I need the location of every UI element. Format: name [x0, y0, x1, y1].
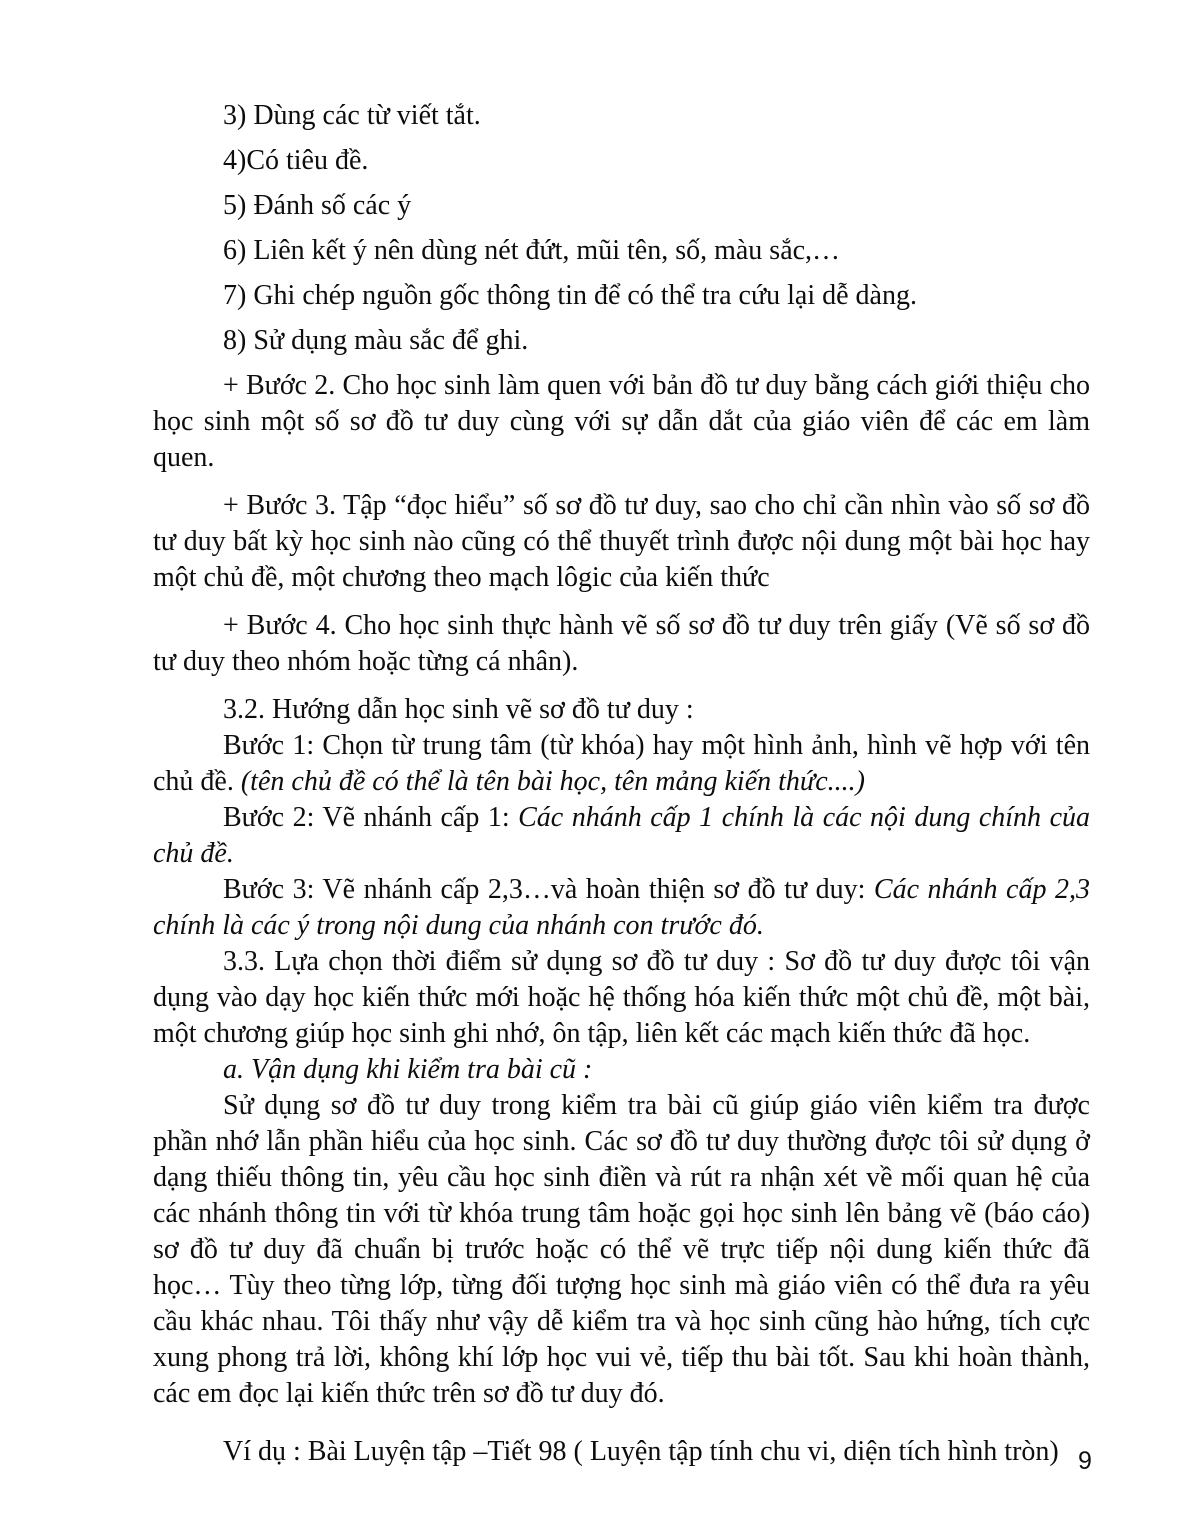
text-run-italic: (tên chủ đề có thể là tên bài học, tên mảng kiến thức....) — [240, 766, 865, 797]
text-run-italic: Các nhánh cấp 1 chính là các nội dung chính của chủ đề. — [153, 802, 1090, 869]
paragraph-list-item-6 — [153, 233, 1090, 269]
page-number: 9 — [1078, 1447, 1092, 1475]
paragraph-list-item-3 — [153, 98, 1090, 134]
text-run: 3.3. Lựa chọn thời điểm sử dụng sơ đồ tư duy : Sơ đồ tư duy được tôi vận dụng vào dạy học kiến thức mới hoặc hệ thống hóa kiến thức một chủ đề, một bài, một chương giúp học sinh ghi nhớ, ôn tập, liên kết các mạch kiến thức đã học. — [153, 946, 1090, 1049]
text-run-italic: Các nhánh cấp 2,3 chính là các ý trong nội dung của nhánh con trước đó. — [153, 874, 1091, 941]
paragraph-step-4 — [153, 608, 1090, 680]
paragraph-step-2 — [153, 368, 1090, 476]
paragraph-list-item-4 — [153, 143, 1090, 179]
text-run: 3) Dùng các từ viết tắt. — [223, 100, 481, 131]
paragraph-step-3 — [153, 488, 1090, 596]
text-run: Bước 3: Vẽ nhánh cấp 2,3…và hoàn thiện sơ đồ tư duy: — [223, 874, 874, 905]
text-run: + Bước 3. Tập “đọc hiểu” số sơ đồ tư duy, sao cho chỉ cần nhìn vào số sơ đồ tư duy bất kỳ học sinh nào cũng có thể thuyết trình được nội dung một bài học hay một chủ đề, một chương theo mạch lôgic của kiến thức — [153, 490, 1090, 593]
paragraph-step-b3 — [153, 872, 1090, 944]
text-run: + Bước 4. Cho học sinh thực hành vẽ số sơ đồ tư duy trên giấy (Vẽ số sơ đồ tư duy theo nhóm hoặc từng cá nhân). — [153, 610, 1090, 677]
text-run: 4)Có tiêu đề. — [223, 145, 369, 176]
text-run: 8) Sử dụng màu sắc để ghi. — [223, 325, 529, 356]
paragraph-list-item-8 — [153, 323, 1090, 359]
paragraph-step-b2 — [153, 800, 1090, 872]
text-run: Sử dụng sơ đồ tư duy trong kiểm tra bài cũ giúp giáo viên kiểm tra được phần nhớ lẫn phần hiểu của học sinh. Các sơ đồ tư duy thường được tôi sử dụng ở dạng thiếu thông tin, yêu cầu học sinh điền và rút ra nhận xét về mối quan hệ của các nhánh thông tin với từ khóa trung tâm hoặc gọi học sinh lên bảng vẽ (báo cáo) sơ đồ tư duy đã chuẩn bị trước hoặc có thể vẽ trực tiếp nội dung kiến thức đã học… Tùy theo từng lớp, từng đối tượng học sinh mà giáo viên có thể đưa ra yêu cầu khác nhau. Tôi thấy như vậy dễ kiểm tra và học sinh cũng hào hứng, tích cực xung phong trả lời, không khí lớp học vui vẻ, tiếp thu bài tốt. Sau khi hoàn thành, các em đọc lại kiến thức trên sơ đồ tư duy đó. — [153, 1090, 1090, 1409]
paragraph-vi-du — [153, 1434, 1090, 1470]
text-run: 7) Ghi chép nguồn gốc thông tin để có thể tra cứu lại dễ dàng. — [223, 280, 917, 311]
paragraph-para-kiem-tra-bai-cu — [153, 1088, 1090, 1412]
paragraph-heading-a — [153, 1052, 1090, 1088]
paragraph-step-b1 — [153, 728, 1090, 800]
text-run: 5) Đánh số các ý — [223, 190, 412, 221]
text-run-italic: a. Vận dụng khi kiểm tra bài cũ : — [223, 1054, 593, 1085]
text-run: Bước 1: Chọn từ trung tâm (từ khóa) hay một hình ảnh, hình vẽ hợp với tên chủ đề. — [153, 730, 1090, 797]
text-run: Ví dụ : Bài Luyện tập –Tiết 98 ( Luyện tập tính chu vi, diện tích hình tròn) — [223, 1436, 1059, 1467]
document-body — [153, 98, 1090, 1470]
paragraph-heading-3-3 — [153, 944, 1090, 1052]
text-run: + Bước 2. Cho học sinh làm quen với bản đồ tư duy bằng cách giới thiệu cho học sinh một số sơ đồ tư duy cùng với sự dẫn dắt của giáo viên để các em làm quen. — [153, 370, 1090, 473]
text-run: 3.2. Hướng dẫn học sinh vẽ sơ đồ tư duy : — [223, 694, 694, 725]
paragraph-list-item-7 — [153, 278, 1090, 314]
text-run: Bước 2: Vẽ nhánh cấp 1: — [223, 802, 519, 833]
paragraph-list-item-5 — [153, 188, 1090, 224]
paragraph-heading-3-2 — [153, 692, 1090, 728]
text-run: 6) Liên kết ý nên dùng nét đứt, mũi tên, số, màu sắc,… — [223, 235, 841, 266]
